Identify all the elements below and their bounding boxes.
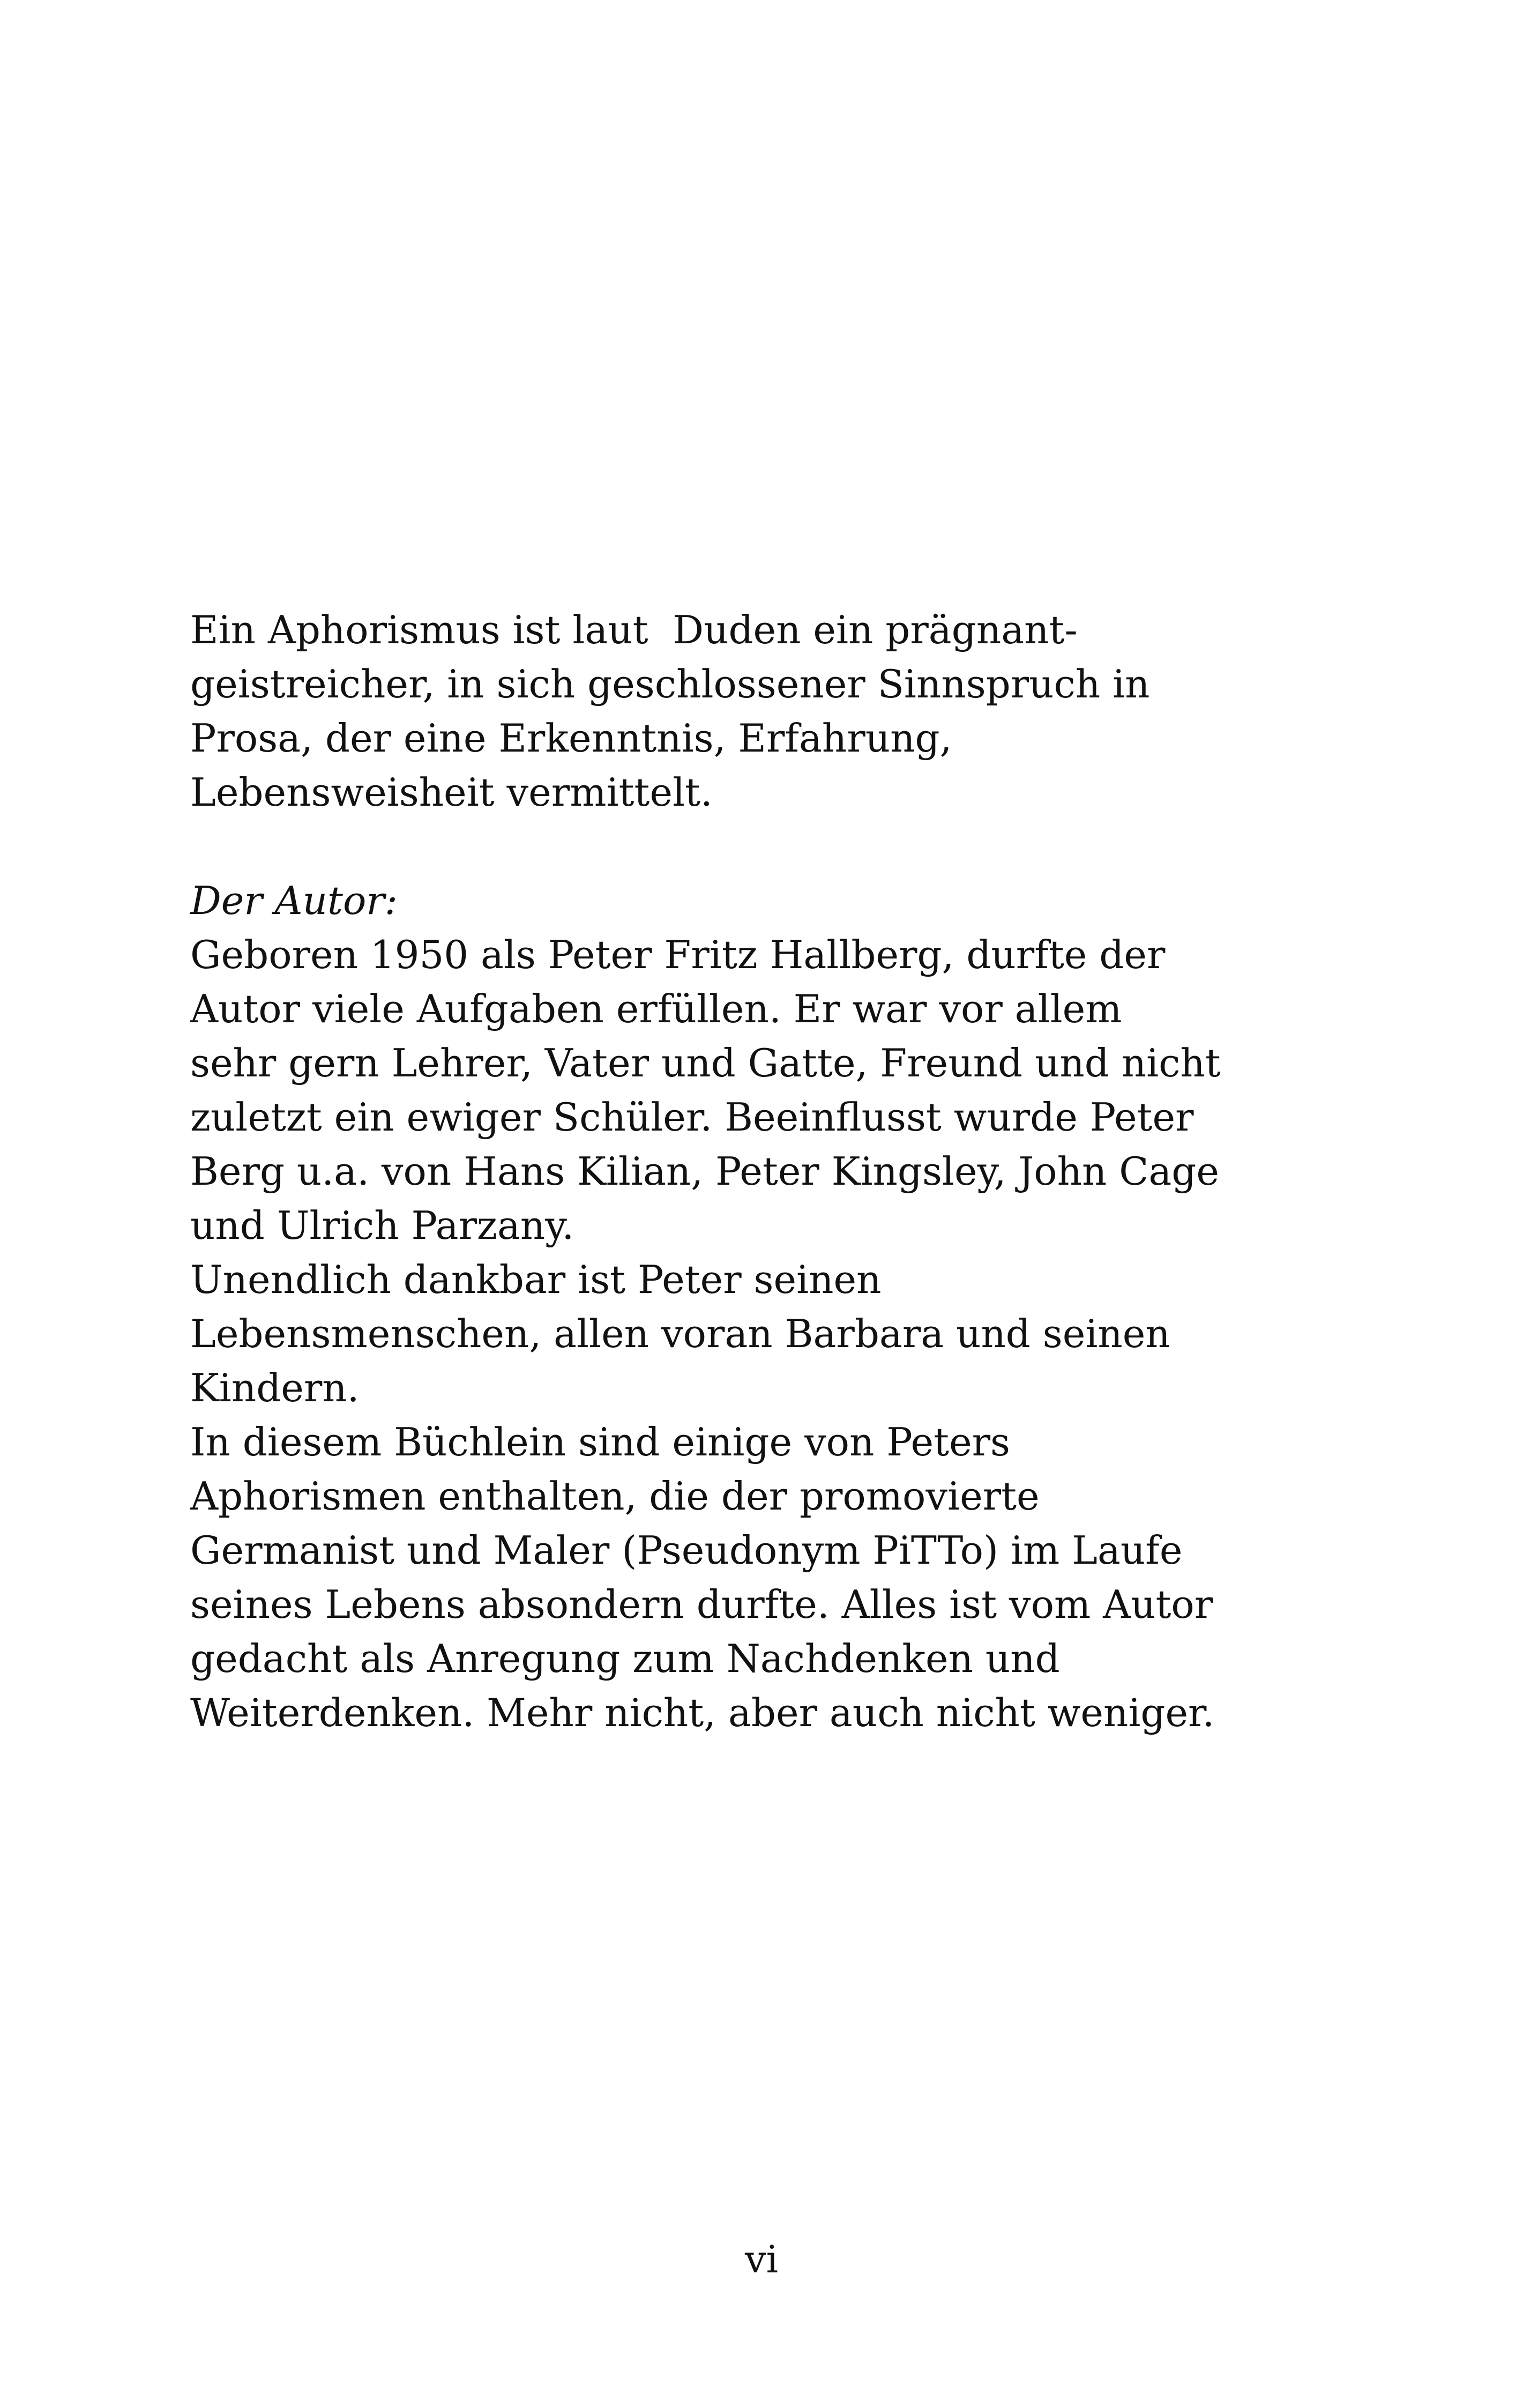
author-heading: Der Autor: [190, 878, 398, 923]
author-section [190, 874, 1262, 1740]
text-line: Lebensmenschen, allen voran Barbara und seinen [190, 1311, 1170, 1356]
text-line: Kindern. [190, 1365, 360, 1410]
text-line: Germanist und Maler (Pseudonym PiTTo) im Laufe [190, 1528, 1183, 1573]
intro-paragraph [190, 603, 1262, 820]
text-line: gedacht als Anregung zum Nachdenken und [190, 1636, 1060, 1681]
text-line: Prosa, der eine Erkenntnis, Erfahrung, [190, 716, 952, 761]
page-number: vi [745, 2238, 778, 2281]
text-line: In diesem Büchlein sind einige von Peters [190, 1419, 1010, 1465]
text-line: Aphorismen enthalten, die der promovierte [190, 1474, 1040, 1519]
text-line: Weiterdenken. Mehr nicht, aber auch nicht weniger. [190, 1690, 1215, 1735]
text-line: Unendlich dankbar ist Peter seinen [190, 1257, 882, 1302]
text-line: und Ulrich Parzany. [190, 1203, 574, 1248]
text-line: Geboren 1950 als Peter Fritz Hallberg, durfte der [190, 932, 1166, 977]
page-body [190, 603, 1262, 1740]
text-line: Berg u.a. von Hans Kilian, Peter Kingsley, John Cage [190, 1149, 1219, 1194]
text-line: seines Lebens absondern durfte. Alles ist vom Autor [190, 1582, 1213, 1627]
text-line: Autor viele Aufgaben erfüllen. Er war vor allem [190, 986, 1122, 1031]
text-line: zuletzt ein ewiger Schüler. Beeinflusst wurde Peter [190, 1095, 1194, 1140]
text-line: sehr gern Lehrer, Vater und Gatte, Freund und nicht [190, 1041, 1221, 1086]
text-line: geistreicher, in sich geschlossener Sinnspruch in [190, 662, 1150, 707]
text-line: Lebensweisheit vermittelt. [190, 770, 713, 815]
text-line: Ein Aphorismus ist laut Duden ein prägnant- [190, 607, 1078, 652]
paragraph-gap [190, 820, 1262, 874]
